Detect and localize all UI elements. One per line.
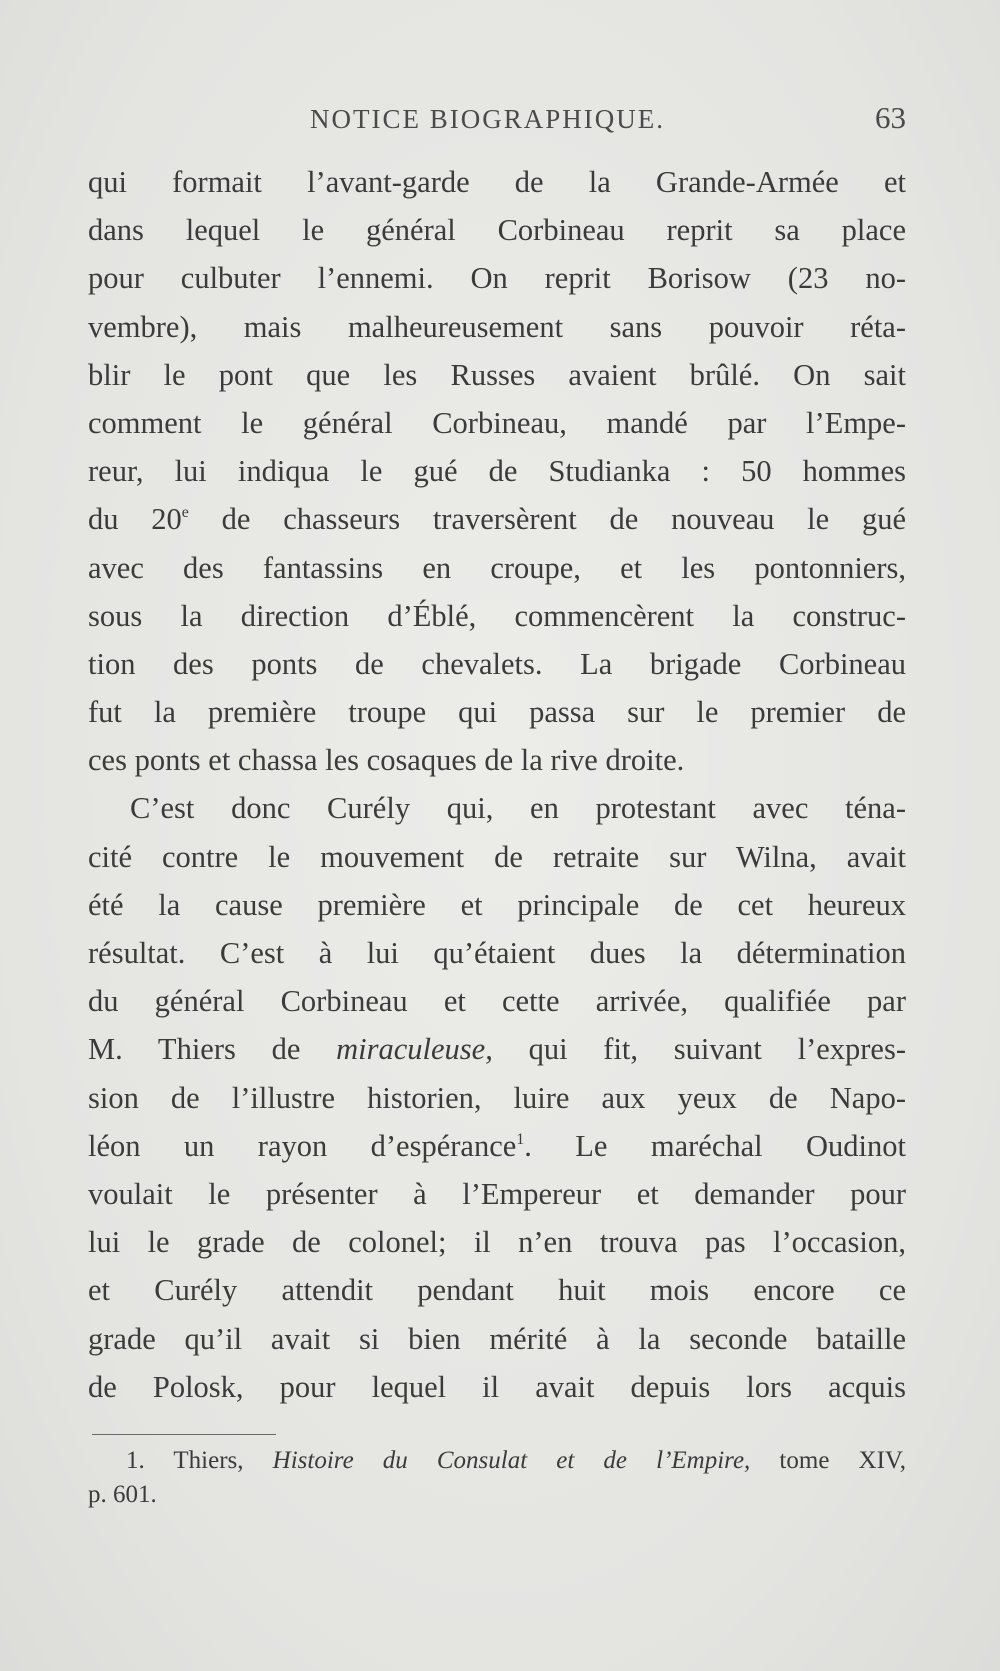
italic-word: miraculeuse,	[336, 1032, 493, 1067]
text-line: grade qu’il avait si bien mérité à la seconde bataille	[88, 1321, 906, 1356]
body-text	[88, 158, 906, 1411]
text-line: blir le pont que les Russes avaient brûlé. On sait	[88, 357, 906, 392]
text-line: été la cause première et principale de cet heureux	[88, 887, 906, 922]
text-fragment: de chasseurs traversèrent de nouveau le gué	[188, 502, 906, 537]
text-line: voulait le présenter à l’Empereur et demander pour	[88, 1176, 906, 1211]
running-title: NOTICE BIOGRAPHIQUE.	[310, 104, 665, 134]
footnote-work: Histoire du Consulat et de l’Empire,	[272, 1447, 751, 1474]
footnote-volume: tome XIV,	[779, 1447, 906, 1474]
text-line: fut la première troupe qui passa sur le premier de	[88, 695, 906, 730]
page-number: 63	[875, 100, 906, 135]
text-line: dans lequel le général Corbineau reprit sa place	[88, 213, 906, 248]
text-fragment: M. Thiers de	[88, 1032, 337, 1067]
superscript: e	[181, 504, 189, 522]
footnote-number: 1.	[126, 1447, 145, 1474]
text-line	[88, 1025, 906, 1073]
text-line: de Polosk, pour lequel il avait depuis lors acquis	[88, 1369, 906, 1404]
footnote	[88, 1444, 906, 1512]
text-fragment: léon un rayon d’espérance	[88, 1128, 517, 1163]
text-line: sion de l’illustre historien, luire aux yeux de Napo-	[88, 1080, 906, 1115]
text-line: cité contre le mouvement de retraite sur Wilna, avait	[88, 839, 906, 874]
footnote-ref: 1	[516, 1130, 525, 1148]
text-line: du général Corbineau et cette arrivée, qualifiée par	[88, 984, 906, 1019]
footnote-page: p. 601.	[88, 1481, 157, 1508]
text-line: C’est donc Curély qui, en protestant avec téna-	[130, 791, 906, 826]
text-fragment: . Le maréchal Oudinot	[524, 1128, 906, 1163]
text-line: avec des fantassins en croupe, et les pontonniers,	[88, 550, 906, 585]
footnote-rule	[92, 1434, 276, 1435]
text-line: pour culbuter l’ennemi. On reprit Borisow (23 no-	[88, 261, 906, 296]
text-line	[88, 1122, 906, 1170]
text-line: résultat. C’est à lui qu’étaient dues la détermination	[88, 936, 906, 970]
text-line: et Curély attendit pendant huit mois encore ce	[88, 1273, 906, 1308]
text-fragment: du 20	[88, 502, 182, 537]
text-line: vembre), mais malheureusement sans pouvoir réta-	[88, 309, 906, 344]
text-line: reur, lui indiqua le gué de Studianka : 50 hommes	[88, 454, 906, 489]
text-line: qui formait l’avant-garde de la Grande-Armée et	[88, 165, 906, 199]
text-line: ces ponts et chassa les cosaques de la rive droite.	[88, 743, 685, 778]
text-line: comment le général Corbineau, mandé par l’Empe-	[88, 405, 906, 440]
text-line	[88, 495, 906, 543]
footnote-line	[88, 1444, 906, 1478]
text-line: sous la direction d’Éblé, commencèrent la construc-	[88, 598, 906, 633]
text-line: lui le grade de colonel; il n’en trouva pas l’occasion,	[88, 1225, 906, 1260]
page-header	[88, 100, 906, 144]
footnote-author: Thiers,	[173, 1447, 244, 1474]
text-line: tion des ponts de chevalets. La brigade Corbineau	[88, 646, 906, 681]
text-fragment: qui fit, suivant l’expres-	[492, 1032, 906, 1067]
